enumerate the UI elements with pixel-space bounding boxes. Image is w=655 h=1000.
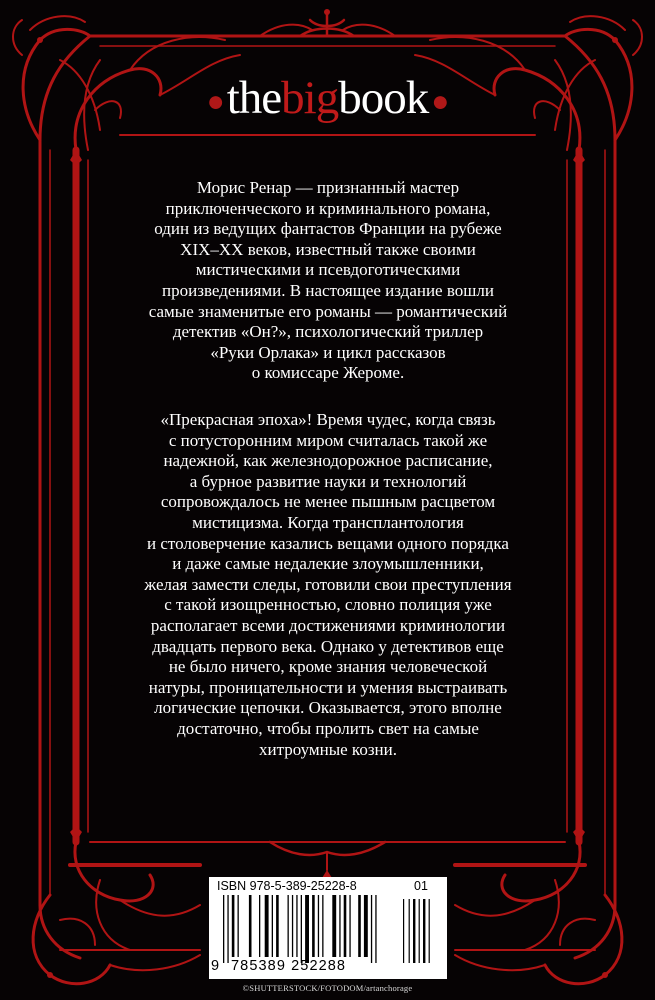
blurb-paragraph-1 — [118, 178, 538, 384]
logo-dot-left: ● — [206, 85, 224, 119]
blurb-line: XIX–XX веков, известный также своими — [180, 239, 476, 259]
blurb-line: надежной, как железнодорожное расписание, — [163, 451, 493, 471]
blurb-line: желая замести следы, готовили свои преступления — [144, 574, 512, 594]
blurb-line: и даже самые недалекие злоумышленники, — [172, 554, 484, 574]
barcode-digits: 785389 252288 — [231, 958, 347, 974]
blurb-line: достаточно, чтобы пролить свет на самые — [177, 718, 479, 738]
blurb-line: «Прекрасная эпоха»! Время чудес, когда связь — [160, 410, 496, 429]
blurb-line: двадцать первого века. Однако у детективов еще — [152, 636, 504, 656]
logo-big: big — [281, 72, 339, 124]
blurb-line: с потусторонним миром считалась такой же — [168, 430, 488, 450]
blurb-line: самые знаменитые его романы — романтический — [148, 301, 508, 321]
isbn-number: ISBN 978-5-389-25228-8 — [217, 879, 357, 893]
logo-the: the — [226, 72, 282, 124]
isbn-barcode — [209, 877, 447, 979]
publisher-logo — [0, 68, 655, 132]
blurb-line: с такой изощренностью, словно полиция уже — [164, 595, 492, 615]
blurb-line: приключенческого и криминального романа, — [165, 198, 491, 218]
blurb-line: Морис Ренар — признанный мастер — [196, 178, 460, 197]
blurb-line: детектив «Он?», психологический триллер — [172, 322, 484, 342]
barcode-first-digit: 9 — [211, 958, 220, 974]
blurb-line: а бурное развитие науки и технологий — [189, 471, 467, 491]
blurb-line: произведениями. В настоящее издание вошли — [162, 280, 494, 300]
barcode-addon-number: 01 — [414, 879, 428, 893]
blurb-line: логические цепочки. Оказывается, этого вполне — [154, 698, 502, 718]
blurb-paragraph-2 — [118, 410, 538, 760]
blurb-line: располагает всеми достижениями криминологии — [150, 615, 506, 635]
blurb-line: хитроумные козни. — [259, 739, 397, 759]
blurb-line: мистическими и псевдоготическими — [195, 260, 461, 280]
blurb-line: сопровождалось не менее пышным расцветом — [160, 492, 496, 512]
blurb-line: натуры, проницательности и умения выстраивать — [148, 677, 508, 697]
logo-dot-right: ● — [431, 85, 449, 119]
photo-credit: ©SHUTTERSTOCK/FOTODOM/artanchorage — [242, 983, 413, 993]
logo-book: book — [338, 72, 429, 124]
blurb-line: о комиссаре Жероме. — [251, 363, 405, 383]
blurb-line: мистицизма. Когда трансплантология — [192, 512, 464, 532]
blurb-line: и столоверчение казались вещами одного порядка — [147, 533, 509, 553]
blurb-line: не было ничего, кроме знания человеческой — [168, 657, 488, 677]
blurb-line: один из ведущих фантастов Франции на рубеже — [154, 219, 502, 239]
barcode-bars — [213, 895, 443, 965]
blurb-line: «Руки Орлака» и цикл рассказов — [210, 342, 446, 362]
